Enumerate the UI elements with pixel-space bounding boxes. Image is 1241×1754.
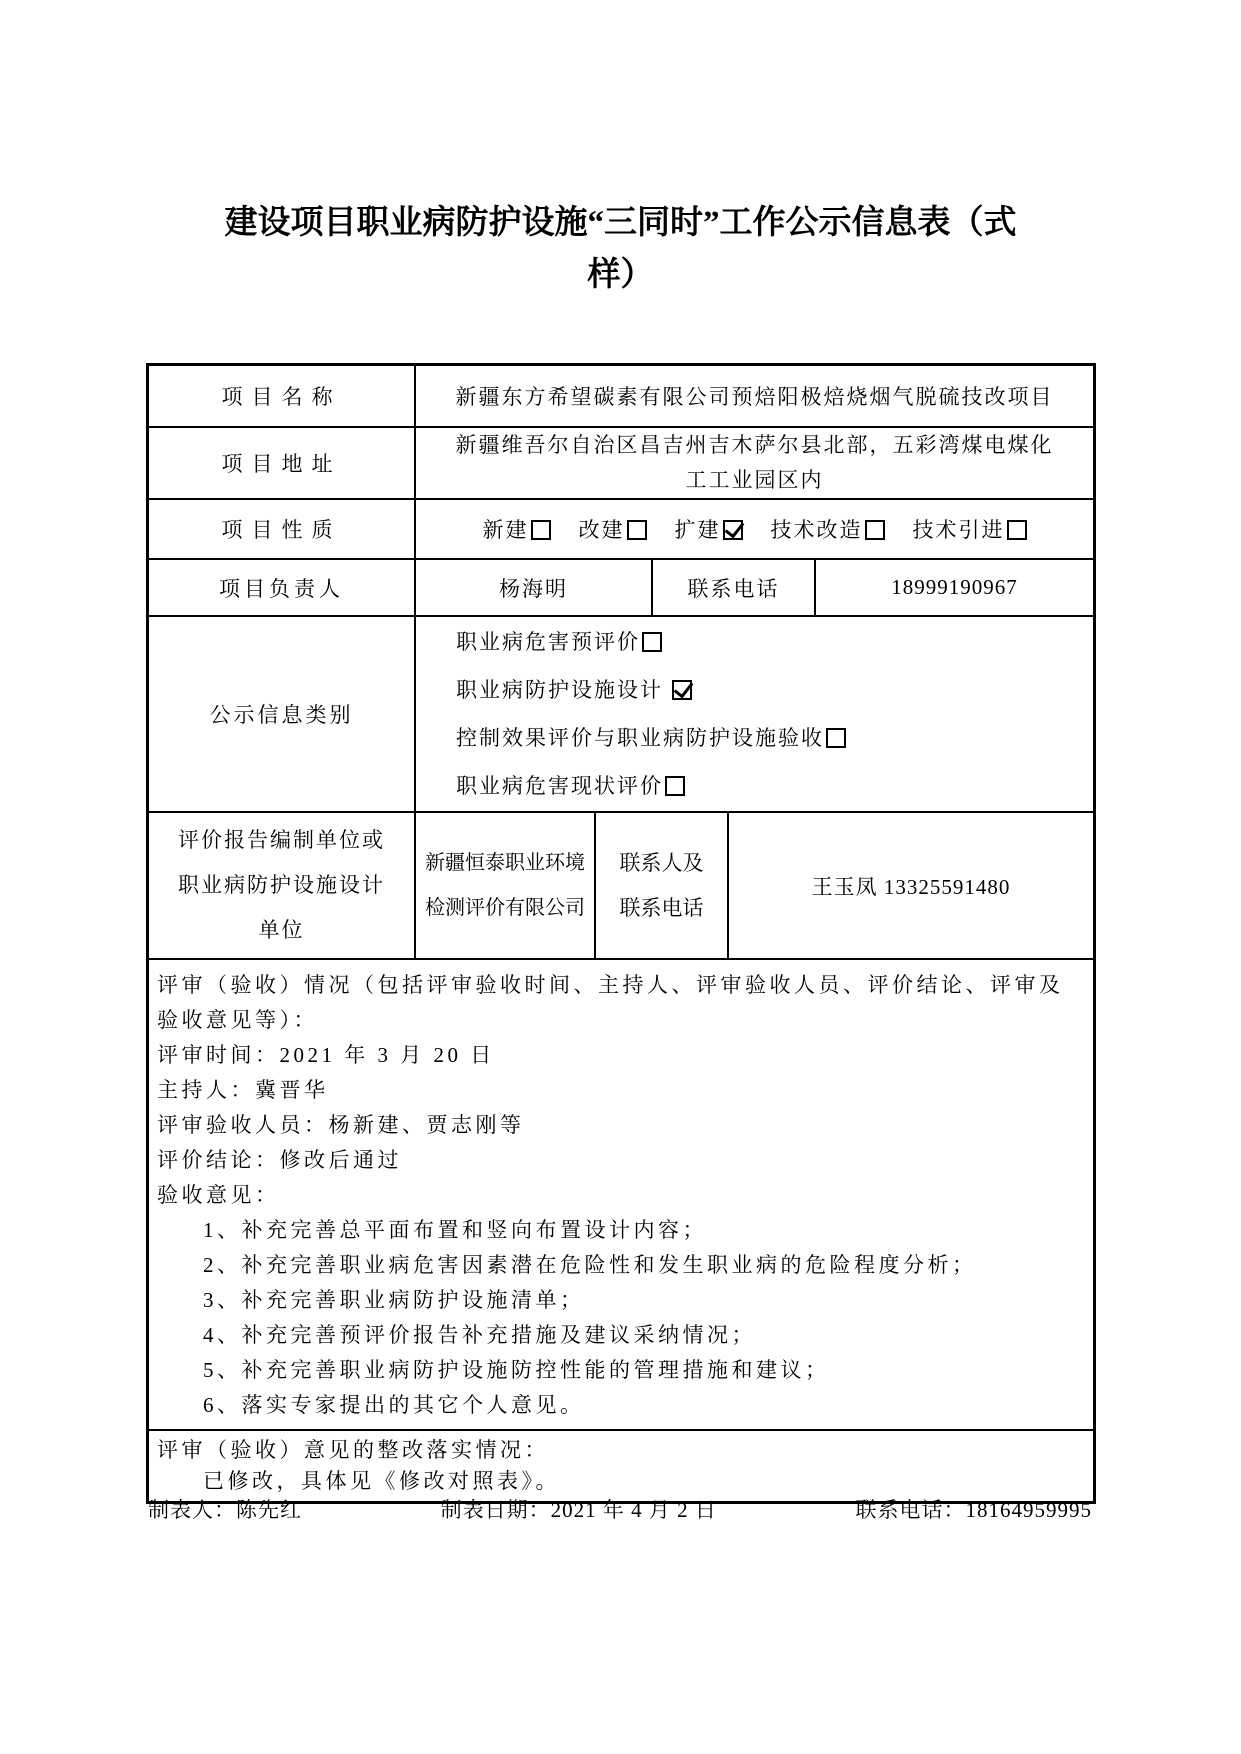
project-leader-label: 项目负责人	[219, 576, 344, 601]
design-unit-contact-label	[594, 813, 727, 958]
nature-option-label: 新建	[482, 518, 529, 542]
page-title: 建设项目职业病防护设施“三同时”工作公示信息表（式样）	[224, 205, 1017, 293]
nature-option-label: 技术引进	[912, 518, 1005, 542]
info-category-item	[456, 618, 662, 666]
info-category-item	[456, 666, 692, 714]
footer-date: 制表日期：2021 年 4 月 2 日	[440, 1498, 717, 1522]
info-category-label: 公示信息类别	[209, 703, 354, 727]
nature-option	[579, 514, 647, 544]
footer-preparer: 制表人：陈先红	[148, 1498, 302, 1522]
leader-phone-label: 联系电话	[651, 560, 814, 615]
checkbox-icon	[672, 680, 692, 700]
nature-option-label: 改建	[578, 518, 625, 542]
project-name-label: 项目名称	[221, 385, 342, 409]
info-category-item	[456, 762, 685, 810]
checkbox-icon	[826, 728, 846, 748]
nature-option-label: 扩建	[674, 518, 721, 542]
checkbox-icon	[665, 776, 685, 796]
review-line: 评审时间：2021 年 3 月 20 日	[157, 1043, 495, 1067]
review-line: 2、补充完善职业病危害因素潜在危险性和发生职业病的危险程度分析；	[203, 1253, 977, 1277]
row-info-category	[149, 615, 1093, 811]
row-design-unit	[149, 811, 1093, 958]
design-unit-label	[149, 813, 414, 958]
review-line: 评价结论：修改后通过	[157, 1148, 402, 1172]
row-rectification	[149, 1429, 1093, 1501]
checkbox-icon	[627, 520, 647, 540]
design-unit-contact-label-text: 联系人及联系电话	[619, 850, 704, 920]
checkbox-icon	[1007, 520, 1027, 540]
review-line: 4、补充完善预评价报告补充措施及建议采纳情况；	[203, 1323, 756, 1347]
project-nature-label: 项目性质	[221, 518, 342, 542]
project-leader-name: 杨海明	[414, 560, 651, 615]
nature-option	[483, 514, 551, 544]
design-unit-contact-value: 王玉凤 13325591480	[727, 813, 1093, 958]
row-project-address	[149, 426, 1093, 498]
review-line: 评审（验收）情况（包括评审验收时间、主持人、评审验收人员、评价结论、评审及验收意见等）：	[157, 973, 1064, 1032]
info-category-item-label: 控制效果评价与职业病防护设施验收	[456, 726, 824, 750]
design-unit-label-text: 评价报告编制单位或职业病防护设施设计单位	[178, 828, 385, 942]
info-category-item-label: 职业病危害现状评价	[456, 774, 663, 798]
checkbox-icon	[723, 520, 743, 540]
leader-phone-value: 18999190967	[814, 560, 1093, 615]
rectification-section	[149, 1431, 1093, 1501]
review-line: 5、补充完善职业病防护设施防控性能的管理措施和建议；	[203, 1358, 830, 1382]
row-review-status	[149, 958, 1093, 1429]
project-nature-options	[414, 500, 1093, 558]
row-project-nature	[149, 498, 1093, 558]
review-line: 评审验收人员：杨新建、贾志刚等	[157, 1113, 525, 1137]
row-project-name	[149, 366, 1093, 426]
checkbox-icon	[865, 520, 885, 540]
project-address-label: 项目地址	[221, 452, 342, 476]
footer	[148, 1494, 1092, 1524]
info-category-item-label: 职业病防护设施设计	[456, 678, 671, 702]
checkbox-icon	[531, 520, 551, 540]
nature-option	[913, 514, 1027, 544]
info-table	[146, 363, 1096, 1504]
review-section	[149, 960, 1093, 1429]
review-line: 验收意见：	[157, 1183, 280, 1207]
info-category-item-label: 职业病危害预评价	[456, 630, 640, 654]
rectification-line: 评审（验收）意见的整改落实情况：	[157, 1438, 549, 1462]
info-category-item	[456, 714, 846, 762]
design-unit-company	[414, 813, 594, 958]
rectification-line: 已修改，具体见《修改对照表》。	[203, 1469, 560, 1493]
row-project-leader	[149, 558, 1093, 615]
checkbox-icon	[642, 632, 662, 652]
review-line: 1、补充完善总平面布置和竖向布置设计内容；	[203, 1218, 707, 1242]
review-line: 6、落实专家提出的其它个人意见。	[203, 1393, 585, 1417]
nature-option	[675, 514, 743, 544]
project-address-value: 新疆维吾尔自治区昌吉州吉木萨尔县北部，五彩湾煤电煤化工工业园区内	[414, 428, 1093, 498]
footer-phone: 联系电话：18164959995	[855, 1498, 1092, 1522]
review-line: 3、补充完善职业病防护设施清单；	[203, 1288, 585, 1312]
project-name-value: 新疆东方希望碳素有限公司预焙阳极焙烧烟气脱硫技改项目	[414, 366, 1093, 426]
review-line: 主持人：冀晋华	[157, 1078, 329, 1102]
design-unit-company-text: 新疆恒泰职业环境检测评价有限公司	[425, 851, 585, 919]
nature-option	[771, 514, 885, 544]
info-category-items	[414, 617, 1093, 811]
nature-option-label: 技术改造	[770, 518, 863, 542]
